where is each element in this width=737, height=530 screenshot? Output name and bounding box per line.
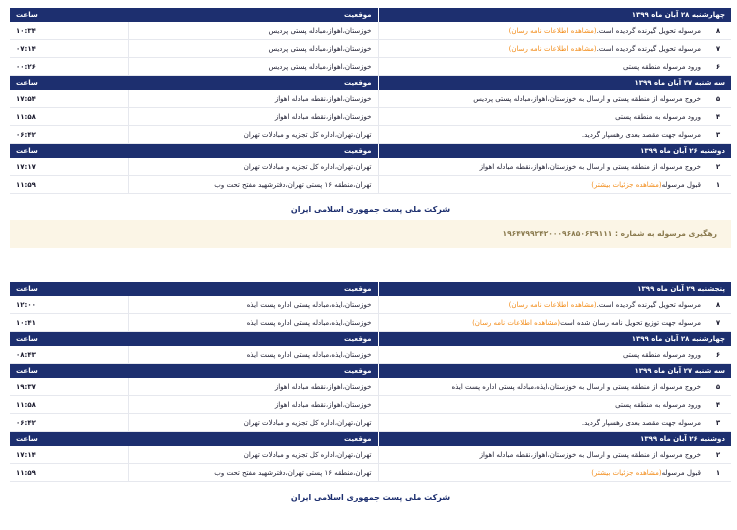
tracking-history-top (10, 8, 731, 248)
event-text: مرسوله تحویل گیرنده گردیده است. (596, 26, 701, 35)
event-time: ۰۷:۱۴ (10, 40, 128, 58)
event-location: خوزستان،اهواز،نقطه مبادله اهواز (128, 396, 378, 414)
event-description (378, 126, 731, 144)
event-time: ۱۷:۱۷ (10, 158, 128, 176)
location-column-header: موقعیت (128, 282, 378, 296)
day-label: پنجشنبه ۲۹ آبان ماه ۱۳۹۹ (378, 282, 731, 296)
event-text: مرسوله تحویل گیرنده گردیده است. (596, 300, 701, 309)
event-text: خروج مرسوله از منطقه پستی و ارسال به خوزستان،اهواز،نقطه مبادله اهواز (479, 162, 701, 171)
event-location: تهران،تهران،اداره کل تجزیه و مبادلات تهران (128, 414, 378, 432)
company-name: شرکت ملی پست جمهوری اسلامی ایران (290, 493, 451, 502)
table-row (10, 464, 731, 482)
event-time: ۱۹:۳۷ (10, 378, 128, 396)
event-text: ورود مرسوله منطقه پستی (623, 62, 701, 71)
event-time: ۰۸:۴۳ (10, 346, 128, 364)
time-column-header: ساعت (10, 432, 128, 447)
tracking-table (10, 282, 731, 482)
event-description (378, 108, 731, 126)
event-location: خوزستان،اهواز،نقطه مبادله اهواز (128, 378, 378, 396)
day-header (10, 8, 731, 22)
table-row (10, 296, 731, 314)
postman-info-link[interactable]: (مشاهده اطلاعات نامه رسان) (508, 44, 597, 53)
event-text: خروج مرسوله از منطقه پستی و ارسال به خوزستان،اهواز،مبادله پستی پردیس (473, 94, 701, 103)
day-header (10, 282, 731, 296)
step-number: ۴ (715, 400, 721, 409)
time-column-header: ساعت (10, 364, 128, 379)
event-location: خوزستان،اهواز،مبادله پستی پردیس (128, 22, 378, 40)
table-row (10, 414, 731, 432)
event-time: ۱۰:۴۱ (10, 314, 128, 332)
day-label: دوشنبه ۲۶ آبان ماه ۱۳۹۹ (378, 144, 731, 159)
event-text: مرسوله جهت مقصد بعدی رهسپار گردید. (581, 418, 701, 427)
event-time: ۱۷:۵۴ (10, 90, 128, 108)
event-text: قبول مرسوله (661, 468, 701, 477)
table-row (10, 378, 731, 396)
event-description (378, 296, 731, 314)
event-text: مرسوله جهت توزیع تحویل نامه رسان شده است (560, 318, 701, 327)
event-location: خوزستان،اهواز،مبادله پستی پردیس (128, 58, 378, 76)
location-column-header: موقعیت (128, 144, 378, 159)
step-number: ۴ (715, 112, 721, 121)
postman-info-link[interactable]: (مشاهده اطلاعات نامه رسان) (508, 300, 597, 309)
day-header (10, 144, 731, 159)
event-location: تهران،تهران،اداره کل تجزیه و مبادلات تهران (128, 126, 378, 144)
table-row (10, 396, 731, 414)
time-column-header: ساعت (10, 282, 128, 296)
more-details-link[interactable]: (مشاهده جزئیات بیشتر) (591, 180, 662, 189)
step-number: ۷ (715, 318, 721, 327)
step-number: ۵ (715, 382, 721, 391)
event-text: ورود مرسوله به منطقه پستی (615, 112, 701, 121)
event-text: ورود مرسوله منطقه پستی (623, 350, 701, 359)
location-column-header: موقعیت (128, 364, 378, 379)
event-text: قبول مرسوله (661, 180, 701, 189)
event-description (378, 396, 731, 414)
event-location: خوزستان،اهواز،نقطه مبادله اهواز (128, 90, 378, 108)
table-row (10, 176, 731, 194)
step-number: ۷ (715, 44, 721, 53)
event-description (378, 446, 731, 464)
day-label: چهارشنبه ۲۸ آبان ماه ۱۳۹۹ (378, 332, 731, 347)
table-row (10, 90, 731, 108)
event-text: خروج مرسوله از منطقه پستی و ارسال به خوزستان،اهواز،نقطه مبادله اهواز (479, 450, 701, 459)
step-number: ۸ (715, 26, 721, 35)
event-location: تهران،تهران،اداره کل تجزیه و مبادلات تهران (128, 158, 378, 176)
location-column-header: موقعیت (128, 76, 378, 91)
event-location: تهران،تهران،اداره کل تجزیه و مبادلات تهران (128, 446, 378, 464)
day-label: سه شنبه ۲۷ آبان ماه ۱۳۹۹ (378, 76, 731, 91)
event-location: تهران،منطقه ۱۶ پستی تهران،دفترشهید مفتح تحت وب (128, 176, 378, 194)
event-description (378, 464, 731, 482)
event-time: ۱۱:۵۸ (10, 396, 128, 414)
event-time: ۰۶:۴۲ (10, 126, 128, 144)
event-time: ۱۱:۵۸ (10, 108, 128, 126)
step-number: ۳ (715, 418, 721, 427)
table-row (10, 58, 731, 76)
event-time: ۰۶:۴۲ (10, 414, 128, 432)
event-location: خوزستان،ایذه،مبادله پستی اداره پست ایذه (128, 296, 378, 314)
location-column-header: موقعیت (128, 432, 378, 447)
step-number: ۲ (715, 162, 721, 171)
day-header (10, 76, 731, 91)
day-label: چهارشنبه ۲۸ آبان ماه ۱۳۹۹ (378, 8, 731, 22)
event-description (378, 22, 731, 40)
company-name: شرکت ملی پست جمهوری اسلامی ایران (290, 205, 451, 214)
day-header (10, 364, 731, 379)
table-row (10, 22, 731, 40)
step-number: ۵ (715, 94, 721, 103)
location-column-header: موقعیت (128, 8, 378, 22)
time-column-header: ساعت (10, 8, 128, 22)
event-text: خروج مرسوله از منطقه پستی و ارسال به خوزستان،ایذه،مبادله پستی اداره پست ایذه (451, 382, 701, 391)
event-location: خوزستان،اهواز،مبادله پستی پردیس (128, 40, 378, 58)
event-description (378, 346, 731, 364)
event-time: ۰۰:۲۶ (10, 58, 128, 76)
event-location: خوزستان،اهواز،نقطه مبادله اهواز (128, 108, 378, 126)
more-details-link[interactable]: (مشاهده جزئیات بیشتر) (591, 468, 662, 477)
event-location: خوزستان،ایذه،مبادله پستی اداره پست ایذه (128, 314, 378, 332)
tracking-table (10, 8, 731, 194)
step-number: ۱ (715, 180, 721, 189)
day-header (10, 432, 731, 447)
postman-info-link[interactable]: (مشاهده اطلاعات نامه رسان) (472, 318, 561, 327)
table-row (10, 446, 731, 464)
tracking-number-banner: رهگیری مرسوله به شماره : ۱۹۶۴۷۹۹۲۴۲۰۰۰۹۶۸۵۰۶۳۹۱۱۱ (10, 220, 731, 248)
event-description (378, 314, 731, 332)
time-column-header: ساعت (10, 144, 128, 159)
event-time: ۱۱:۵۹ (10, 464, 128, 482)
step-number: ۳ (715, 130, 721, 139)
time-column-header: ساعت (10, 332, 128, 347)
step-number: ۶ (715, 62, 721, 71)
event-description (378, 378, 731, 396)
table-row (10, 40, 731, 58)
event-location: خوزستان،ایذه،مبادله پستی اداره پست ایذه (128, 346, 378, 364)
table-row (10, 314, 731, 332)
event-description (378, 158, 731, 176)
table-row (10, 158, 731, 176)
event-description (378, 90, 731, 108)
event-description (378, 176, 731, 194)
event-location: تهران،منطقه ۱۶ پستی تهران،دفترشهید مفتح تحت وب (128, 464, 378, 482)
event-time: ۱۱:۵۹ (10, 176, 128, 194)
step-number: ۶ (715, 350, 721, 359)
step-number: ۱ (715, 468, 721, 477)
event-description (378, 58, 731, 76)
step-number: ۸ (715, 300, 721, 309)
event-description (378, 40, 731, 58)
event-text: مرسوله تحویل گیرنده گردیده است. (596, 44, 701, 53)
table-row (10, 108, 731, 126)
event-time: ۱۲:۰۰ (10, 296, 128, 314)
table-row (10, 126, 731, 144)
step-number: ۲ (715, 450, 721, 459)
event-description (378, 414, 731, 432)
event-time: ۱۷:۱۴ (10, 446, 128, 464)
table-row (10, 346, 731, 364)
tracking-history-bottom (10, 282, 731, 506)
day-label: سه شنبه ۲۷ آبان ماه ۱۳۹۹ (378, 364, 731, 379)
time-column-header: ساعت (10, 76, 128, 91)
postman-info-link[interactable]: (مشاهده اطلاعات نامه رسان) (508, 26, 597, 35)
event-text: مرسوله جهت مقصد بعدی رهسپار گردید. (581, 130, 701, 139)
day-label: دوشنبه ۲۶ آبان ماه ۱۳۹۹ (378, 432, 731, 447)
event-time: ۱۰:۳۴ (10, 22, 128, 40)
event-text: ورود مرسوله به منطقه پستی (615, 400, 701, 409)
location-column-header: موقعیت (128, 332, 378, 347)
day-header (10, 332, 731, 347)
